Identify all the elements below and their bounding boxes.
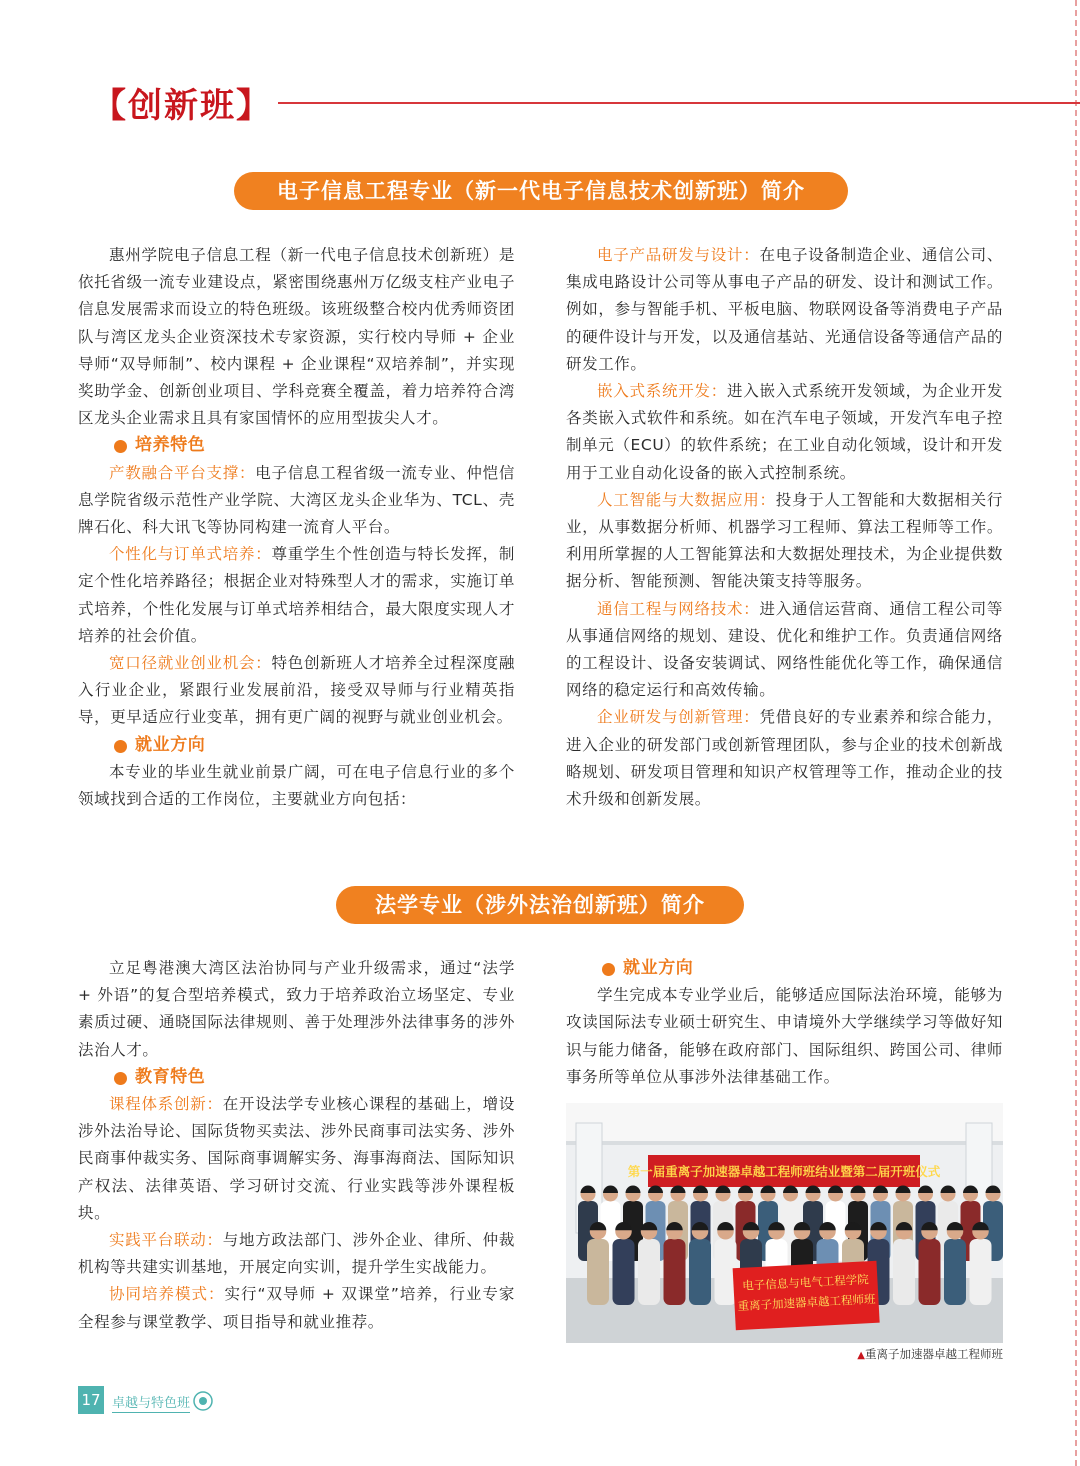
photo-banner-text: 第一届重离子加速器卓越工程师班结业暨第二届开班仪式 xyxy=(627,1164,941,1179)
career-item: 通信工程与网络技术：进入通信运营商、通信工程公司等从事通信网络的规划、建设、优化和维护工作。负责通信网络的工程设计、设备安装调试、网络性能优化等工作，确保通信网络的稳定运行和高效传输。 xyxy=(566,599,1003,700)
bullet-dot-icon xyxy=(114,740,127,753)
section2-career-text: 学生完成本专业学业后，能够适应国际法治环境，能够为攻读国际法专业硕士研究生、申请境外大学继续学习等做好知识与能力储备，能够在政府部门、国际组织、跨国公司、律师事务所等单位从事涉外法律基础工作。 xyxy=(566,986,1003,1086)
career-item: 嵌入式系统开发：进入嵌入式系统开发领域，为企业开发各类嵌入式软件和系统。如在汽车电子领域，开发汽车电子控制单元（ECU）的软件系统；在工业自动化领域，设计和开发用于工业自动化设备的嵌入式控制系统。 xyxy=(566,382,1003,482)
feature-item: 产教融合平台支撑：电子信息工程省级一流专业、仲恺信息学院省级示范性产业学院、大湾区龙头企业华为、TCL、壳牌石化、科大讯飞等协同构建一流育人平台。 xyxy=(78,463,515,537)
flag-text-line1: 电子信息与电气工程学院 xyxy=(741,1272,869,1293)
section1-right-column xyxy=(566,242,1003,813)
feature-item: 个性化与订单式培养：尊重学生个性创造与特长发挥，制定个性化培养路径；根据企业对特殊型人才的需求，实施订单式培养，个性化发展与订单式培养相结合，最大限度实现人才培养的社会价值。 xyxy=(78,545,515,645)
header-rule xyxy=(278,102,1080,104)
page-edge-dashed-line xyxy=(1075,0,1077,1466)
section1-title-banner: 电子信息工程专业（新一代电子信息技术创新班）简介 xyxy=(234,172,848,210)
career-item: 人工智能与大数据应用：投身于人工智能和大数据相关行业，从事数据分析师、机器学习工程师、算法工程师等工作。利用所掌握的人工智能算法和大数据处理技术，为企业提供数据分析、智能预测、智能决策支持等服务。 xyxy=(566,490,1003,591)
page-number: 17 xyxy=(78,1386,104,1414)
bullet-dot-icon xyxy=(114,1072,127,1085)
feature-item: 协同培养模式：实行“双导师 + 双课堂”培养，行业专家全程参与课堂教学、项目指导和就业推荐。 xyxy=(78,1285,516,1331)
footer-label: 卓越与特色班 xyxy=(112,1396,191,1411)
triangle-marker-icon: ▲ xyxy=(857,1350,865,1361)
section1-career-heading: 就业方向 xyxy=(78,732,515,759)
photo-caption: ▲重离子加速器卓越工程师班 xyxy=(857,1347,1003,1361)
flag-text-line2: 重离子加速器卓越工程师班 xyxy=(737,1291,876,1314)
feature-item: 宽口径就业创业机会：特色创新班人才培养全过程深度融入行业企业，紧跟行业发展前沿，接受双导师与行业精英指导，更早适应行业变革，拥有更广阔的视野与就业创业机会。 xyxy=(78,654,515,727)
section2-career-heading: 就业方向 xyxy=(566,955,1003,982)
section2-features-heading: 教育特色 xyxy=(78,1064,515,1091)
section1-career-intro: 本专业的毕业生就业前景广阔，可在电子信息行业的多个领域找到合适的工作岗位，主要就业方向包括： xyxy=(78,762,515,809)
section1-left-column xyxy=(78,242,515,813)
career-item: 电子产品研发与设计：在电子设备制造企业、通信公司、集成电路设计公司等从事电子产品的研发、设计和测试工作。例如，参与智能手机、平板电脑、物联网设备等消费电子产品的硬件设计与开发，以及通信基站、光通信设备等通信产品的研发工作。 xyxy=(566,246,1003,373)
footer-emblem-icon xyxy=(192,1390,214,1412)
page-section-title: 【创新班】 xyxy=(92,86,272,126)
group-photo xyxy=(566,1103,1003,1343)
career-item: 企业研发与创新管理：凭借良好的专业素养和综合能力，进入企业的研发部门或创新管理团队，参与企业的技术创新战略规划、研发项目管理和知识产权管理等工作，推动企业的技术升级和创新发展。 xyxy=(566,708,1003,809)
section2-left-column xyxy=(78,955,515,1336)
footer-rule xyxy=(112,1412,190,1413)
section2-right-column xyxy=(566,955,1003,1091)
section2-intro: 立足粤港澳大湾区法治协同与产业升级需求，通过“法学 + 外语”的复合型培养模式，致力于培养政治立场坚定、专业素质过硬、通晓国际法律规则、善于处理涉外法律事务的涉外法治人才。 xyxy=(78,959,515,1059)
feature-item: 实践平台联动：与地方政法部门、涉外企业、律所、仲裁机构等共建实训基地，开展定向实训，提升学生实战能力。 xyxy=(78,1231,515,1277)
bullet-dot-icon xyxy=(602,963,615,976)
section2-title-banner: 法学专业（涉外法治创新班）简介 xyxy=(336,886,744,924)
feature-item: 课程体系创新：在开设法学专业核心课程的基础上，增设涉外法治导论、国际货物买卖法、涉外民商事司法实务、涉外民商事仲裁实务、国际商事调解实务、海事海商法、国际知识产权法、法律英语、学习研讨交流、行业实践等涉外课程板块。 xyxy=(78,1095,515,1222)
section1-intro: 惠州学院电子信息工程（新一代电子信息技术创新班）是依托省级一流专业建设点，紧密围绕惠州万亿级支柱产业电子信息发展需求而设立的特色班级。该班级整合校内优秀师资团队与湾区龙头企业资深技术专家资源，实行校内导师 + 企业导师“双导师制”、校内课程 + 企业课程“双培养制”，并实现奖助学金、创新创业项目、学科竞赛全覆盖，着力培养符合湾区龙头企业需求且具有家国情怀的应用型拔尖人才。 xyxy=(78,246,515,428)
section1-features-heading: 培养特色 xyxy=(78,432,515,459)
